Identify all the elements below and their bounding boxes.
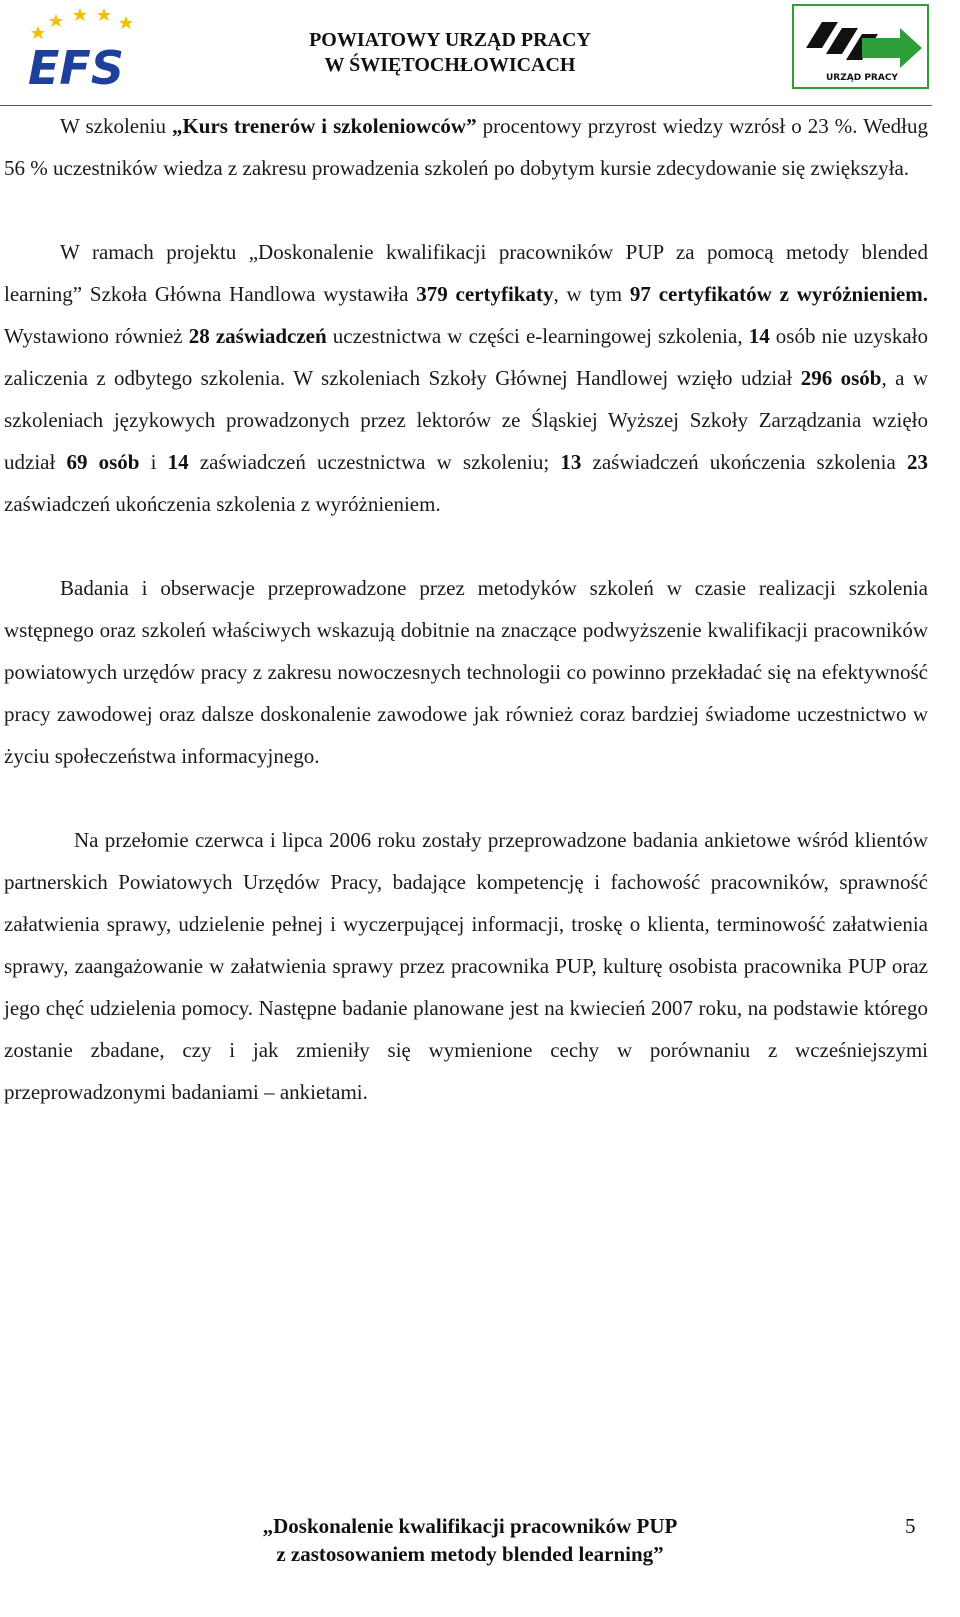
footer-line2: z zastosowaniem metody blended learning” [276,1542,664,1566]
paragraph-gap [4,777,928,819]
pup-logo-text: URZĄD PRACY [826,73,898,83]
paragraph-observations: Badania i obserwacje przeprowadzone przez metodyków szkoleń w czasie realizacji szkolenia wstępnego oraz szkoleń właściwych wskazują dobitnie na znaczące podwyższenie kwalifikacji pracowników powiatowych urzędów pracy z zakresu nowoczesnych technologii co powinno przekładać się na efektywność pracy zawodowej oraz dalsze doskonalenie zawodowe jak również coraz bardziej świadome uczestnictwo w życiu społeczeństwa informacyjnego. [4,576,928,768]
page-footer [200,1512,740,1568]
institution-title-line1: POWIATOWY URZĄD PRACY [309,29,591,51]
institution-title-line2: W ŚWIĘTOCHŁOWICACH [324,54,576,76]
footer-line1: „Doskonalenie kwalifikacji pracowników PUP [262,1514,678,1538]
efs-logo-text: EFS [28,41,124,90]
paragraph-survey: Na przełomie czerwca i lipca 2006 roku zostały przeprowadzone badania ankietowe wśród klientów partnerskich Powiatowych Urzędów Pracy, badające kompetencję i fachowość pracowników, sprawność załatwienia sprawy, udzielenie pełnej i wyczerpującej informacji, troskę o klienta, terminowość załatwienia sprawy, zaangażowanie w załatwienia sprawy przez pracownika PUP, kulturę osobista pracownika PUP oraz jego chęć udzielenia pomocy. Następne badanie planowane jest na kwiecień 2007 roku, na podstawie którego zostanie zbadane, czy i jak zmieniły się wymienione cechy w porównaniu z wcześniejszymi przeprowadzonymi badaniami – ankietami. [4,828,928,1104]
document-body [4,105,928,1113]
pup-logo [792,4,929,89]
paragraph-gap [4,525,928,567]
paragraph-gap [4,189,928,231]
page-header [0,0,960,108]
paragraph-certificates: W ramach projektu „Doskonalenie kwalifikacji pracowników PUP za pomocą metody blended learning” Szkoła Główna Handlowa wystawiła 379 certyfikaty, w tym 97 certyfikatów z wyróżnieniem. Wystawiono również 28 zaświadczeń uczestnictwa w części e-learningowej szkolenia, 14 osób nie uzyskało zaliczenia z odbytego szkolenia. W szkoleniach Szkoły Głównej Handlowej wzięło udział 296 osób, a w szkoleniach językowych prowadzonych przez lektorów ze Śląskiej Wyższej Szkoły Zarządzania wzięło udział 69 osób i 14 zaświadczeń uczestnictwa w szkoleniu; 13 zaświadczeń ukończenia szkolenia 23 zaświadczeń ukończenia szkolenia z wyróżnieniem. [4,240,928,516]
institution-title [240,28,660,78]
efs-logo [22,4,152,90]
eu-stars-icon [31,8,133,39]
page-number: 5 [905,1514,916,1538]
paragraph-course-results: W szkoleniu „Kurs trenerów i szkoleniowców” procentowy przyrost wiedzy wzrósł o 23 %. Według 56 % uczestników wiedza z zakresu prowadzenia szkoleń po dobytym kursie zdecydowanie się zwiększyła. [4,114,928,180]
